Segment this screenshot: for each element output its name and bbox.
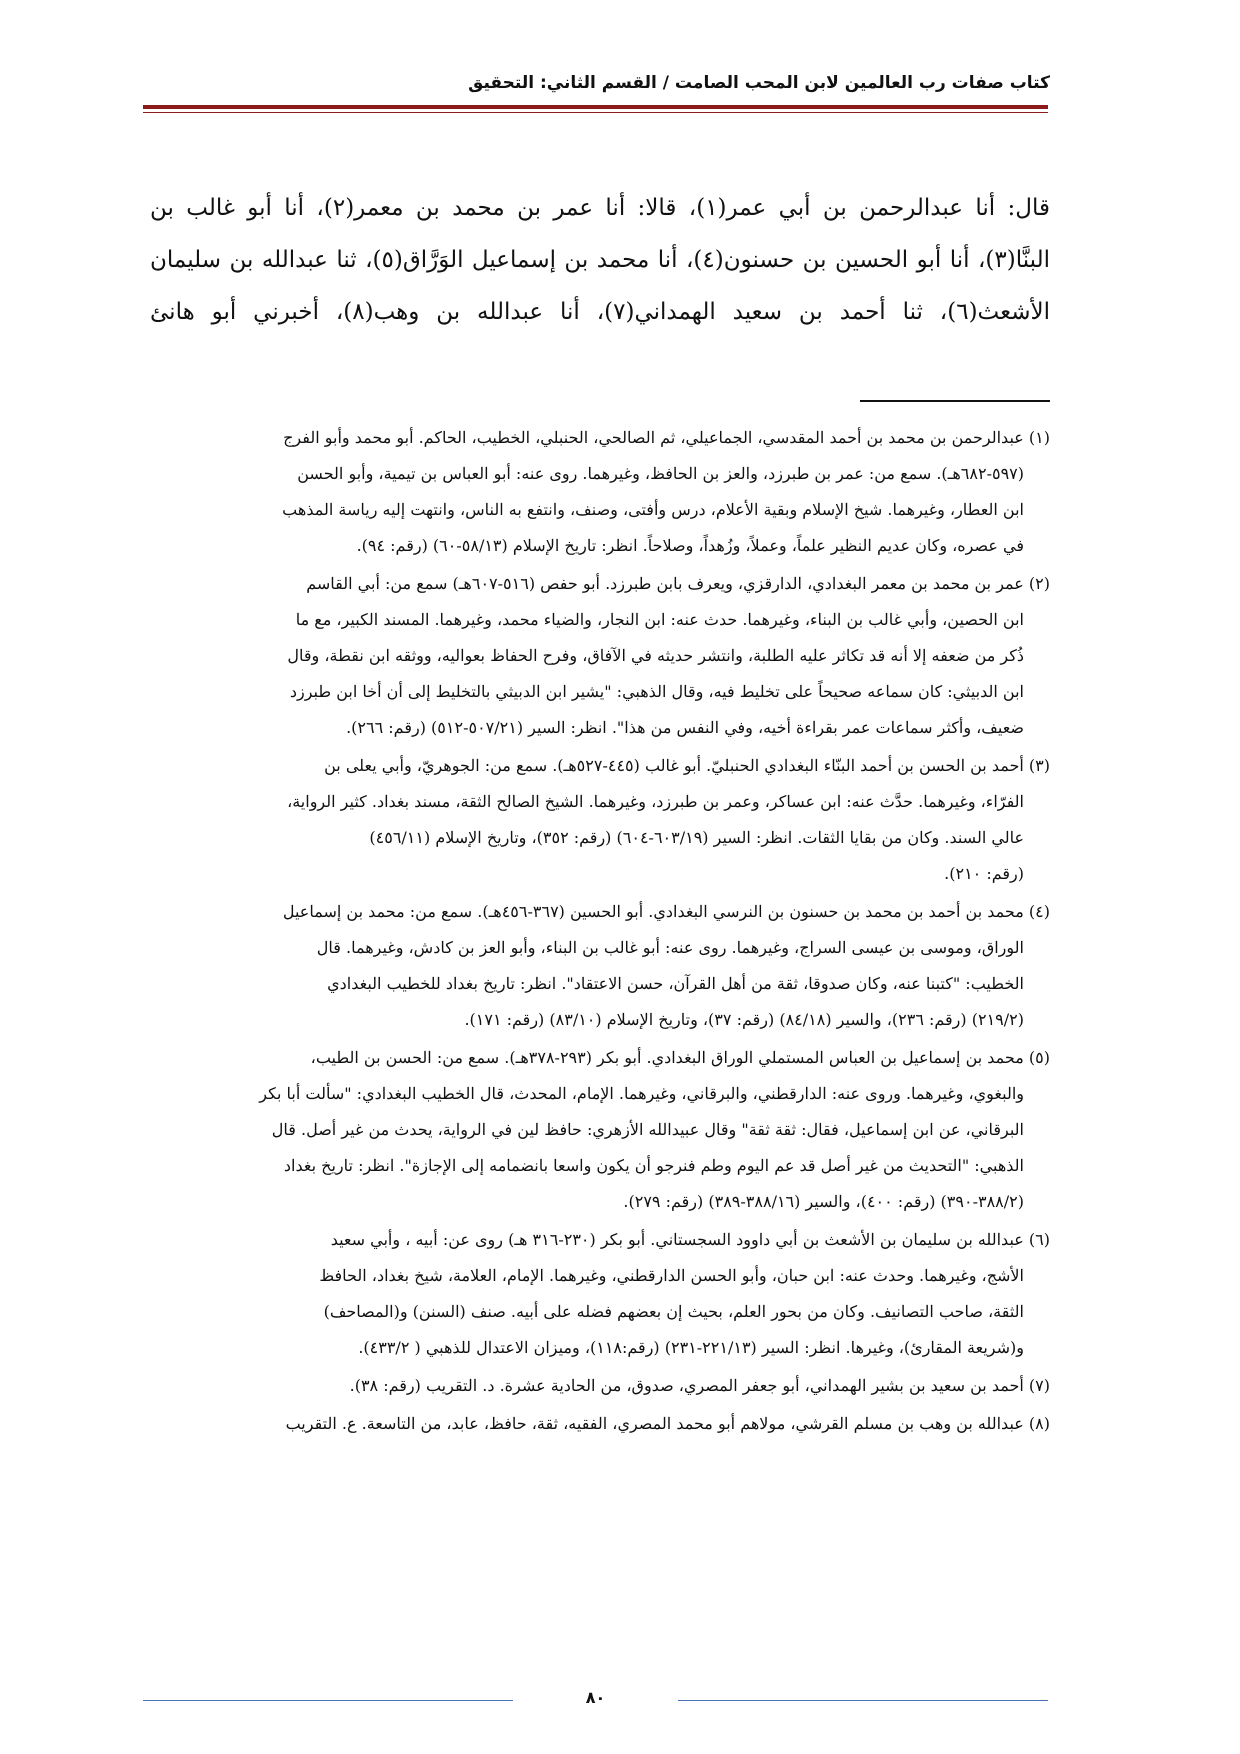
footnote-line: ضعيف، وأكثر سماعات عمر بقراءة أخيه، وفي النفس من هذا". انظر: السير (٥٠٧/٢١-٥١٢) (رقم: ٢٦٦). bbox=[346, 718, 1024, 737]
footnote-line: البرقاني، عن ابن إسماعيل، فقال: ثقة ثقة" وقال عبيدالله الأزهري: حافظ لين في الرواية، يحدث من غير أصل. قال bbox=[271, 1120, 1024, 1139]
body-line: قال: أنا عبدالرحمن بن أبي عمر(١)، قالا: أنا عمر بن محمد بن معمر(٢)، أنا أبو غالب بن bbox=[150, 195, 1050, 221]
footnote-line: (٣٨٨/٢-٣٩٠) (رقم: ٤٠٠)، والسير (٣٨٨/١٦-٣٨٩) (رقم: ٢٧٩). bbox=[623, 1192, 1024, 1211]
footnote-line: عالي السند. وكان من بقايا الثقات. انظر: السير (٦٠٣/١٩-٦٠٤) (رقم: ٣٥٢)، وتاريخ الإسلام (٤٥٦/١١) bbox=[369, 828, 1024, 847]
header-rule-secondary bbox=[143, 112, 1048, 113]
page-number: ٨٠ bbox=[585, 1688, 606, 1707]
footnote-line: (٨) عبدالله بن وهب بن مسلم القرشي، مولاهم أبو محمد المصري، الفقيه، ثقة، حافظ، عابد، من التاسعة. ع. التقريب bbox=[285, 1414, 1050, 1433]
footnote-1 bbox=[150, 420, 1050, 564]
footnote-line: (٥٩٧-٦٨٢هـ). سمع من: عمر بن طبرزد، والعز بن الحافظ، وغيرهما. روى عنه: أبو العباس بن تيمية، وأبو الحسن bbox=[297, 464, 1024, 483]
footnote-line: ذُكر من ضعفه إلا أنه قد تكاثر عليه الطلبة، وانتشر حديثه في الآفاق، وفرح الحفاظ بعواليه، ووثقه ابن نقطة، وقال bbox=[287, 646, 1024, 665]
footnote-line: الثقة، صاحب التصانيف. وكان من بحور العلم، بحيث إن بعضهم فضله على أبيه. صنف (السنن) و(المصاحف) bbox=[323, 1302, 1024, 1321]
body-line: البنَّا(٣)، أنا أبو الحسين بن حسنون(٤)، أنا محمد بن إسماعيل الوَرَّاق(٥)، ثنا عبدالله بن سليمان bbox=[150, 247, 1050, 273]
footnote-line: (٥) محمد بن إسماعيل بن العباس المستملي الوراق البغدادي. أبو بكر (٢٩٣-٣٧٨هـ). سمع من: الحسن بن الطيب، bbox=[310, 1048, 1050, 1067]
footnote-line: (٤) محمد بن أحمد بن محمد بن حسنون بن النرسي البغدادي. أبو الحسين (٣٦٧-٤٥٦هـ). سمع من: محمد بن إسماعيل bbox=[282, 902, 1050, 921]
footnote-line: (٢) عمر بن محمد بن معمر البغدادي، الدارقزي، ويعرف بابن طبرزد. أبو حفص (٥١٦-٦٠٧هـ) سمع من: أبي القاسم bbox=[306, 574, 1050, 593]
footnote-line: (٣) أحمد بن الحسن بن أحمد البنّاء البغدادي الحنبليّ. أبو غالب (٤٤٥-٥٢٧هـ). سمع من: الجوهريّ، وأبي يعلى بن bbox=[324, 756, 1050, 775]
footnote-line: و(شريعة المقارئ)، وغيرها. انظر: السير (٢٢١/١٣-٢٣١) (رقم:١١٨)، وميزان الاعتدال للذهبي ( ٤٣٣/٢). bbox=[358, 1338, 1024, 1357]
body-line: الأشعث(٦)، ثنا أحمد بن سعيد الهمداني(٧)، أنا عبدالله بن وهب(٨)، أخبرني أبو هانئ bbox=[150, 299, 1050, 325]
footnote-line: في عصره، وكان عديم النظير علماً، وعملاً، وزُهداً، وصلاحاً. انظر: تاريخ الإسلام (٥٨/١٣-٦٠) (رقم: ٩٤). bbox=[356, 536, 1024, 555]
header-rule bbox=[143, 105, 1048, 109]
page-footer bbox=[143, 1690, 1048, 1720]
footnote-5 bbox=[150, 1040, 1050, 1220]
footnote-8 bbox=[150, 1406, 1050, 1442]
footnote-line: ابن العطار، وغيرهما. شيخ الإسلام وبقية الأعلام، درس وأفتى، وصنف، وانتفع به الناس، وانتهت إليه رياسة المذهب bbox=[282, 500, 1024, 519]
footnote-3 bbox=[150, 748, 1050, 892]
footnote-line: الذهبي: "التحديث من غير أصل قد عم اليوم وطم فنرجو أن يكون واسعا بانضمامه إلى الإجازة". انظر: تاريخ بغداد bbox=[283, 1156, 1024, 1175]
footnote-line: والبغوي، وغيرهما. وروى عنه: الدارقطني، والبرقاني، وغيرهما. الإمام، المحدث، قال الخطيب البغدادي: "سألت أبا بكر bbox=[259, 1084, 1024, 1103]
footnote-line: (٢١٩/٢) (رقم: ٢٣٦)، والسير (٨٤/١٨) (رقم: ٣٧)، وتاريخ الإسلام (٨٣/١٠) (رقم: ١٧١). bbox=[464, 1010, 1024, 1029]
footnote-4 bbox=[150, 894, 1050, 1038]
footnote-separator bbox=[860, 400, 1050, 402]
footnote-line: الوراق، وموسى بن عيسى السراج، وغيرهما. روى عنه: أبو غالب بن البناء، وأبو العز بن كادش، وغيرهما. قال bbox=[316, 938, 1024, 957]
footnote-line: (١) عبدالرحمن بن محمد بن أحمد المقدسي، الجماعيلي، ثم الصالحي، الحنبلي، الخطيب، الحاكم. أبو محمد وأبو الفرج bbox=[283, 428, 1050, 447]
main-body-text bbox=[150, 182, 1050, 338]
footnote-line: (رقم: ٢١٠). bbox=[944, 864, 1024, 883]
footnote-line: (٦) عبدالله بن سليمان بن الأشعث بن أبي داوود السجستاني. أبو بكر (٢٣٠-٣١٦ هـ) روى عن: أبيه ، وأبي سعيد bbox=[330, 1230, 1050, 1249]
footnote-line: الخطيب: "كتبنا عنه، وكان صدوقا، ثقة من أهل القرآن، حسن الاعتقاد". انظر: تاريخ بغداد للخطيب البغدادي bbox=[327, 974, 1024, 993]
footnote-7 bbox=[150, 1368, 1050, 1404]
footnotes-section bbox=[150, 420, 1050, 1444]
footnote-6 bbox=[150, 1222, 1050, 1366]
footnote-line: ابن الدبيثي: كان سماعه صحيحاً على تخليط فيه، وقال الذهبي: "يشير ابن الدبيثي بالتخليط إلى أن أخا ابن طبرزد bbox=[289, 682, 1024, 701]
footnote-line: (٧) أحمد بن سعيد بن بشير الهمداني، أبو جعفر المصري، صدوق، من الحادية عشرة. د. التقريب (رقم: ٣٨). bbox=[349, 1376, 1050, 1395]
footnote-line: ابن الحصين، وأبي غالب بن البناء، وغيرهما. حدث عنه: ابن النجار، والضياء محمد، وغيرهما. المسند الكبير، مع ما bbox=[295, 610, 1024, 629]
footnote-2 bbox=[150, 566, 1050, 746]
footnote-line: الأشج، وغيرهما. وحدث عنه: ابن حبان، وأبو الحسن الدارقطني، وغيرهما. الإمام، العلامة، شيخ بغداد، الحافظ bbox=[319, 1266, 1024, 1285]
footnote-line: الفرّاء، وغيرهما. حدَّث عنه: ابن عساكر، وعمر بن طبرزد، وغيرهما. الشيخ الصالح الثقة، مسند بغداد. كثير الرواية، bbox=[287, 792, 1024, 811]
running-header: كتاب صفات رب العالمين لابن المحب الصامت / القسم الثاني: التحقيق bbox=[468, 73, 1050, 93]
